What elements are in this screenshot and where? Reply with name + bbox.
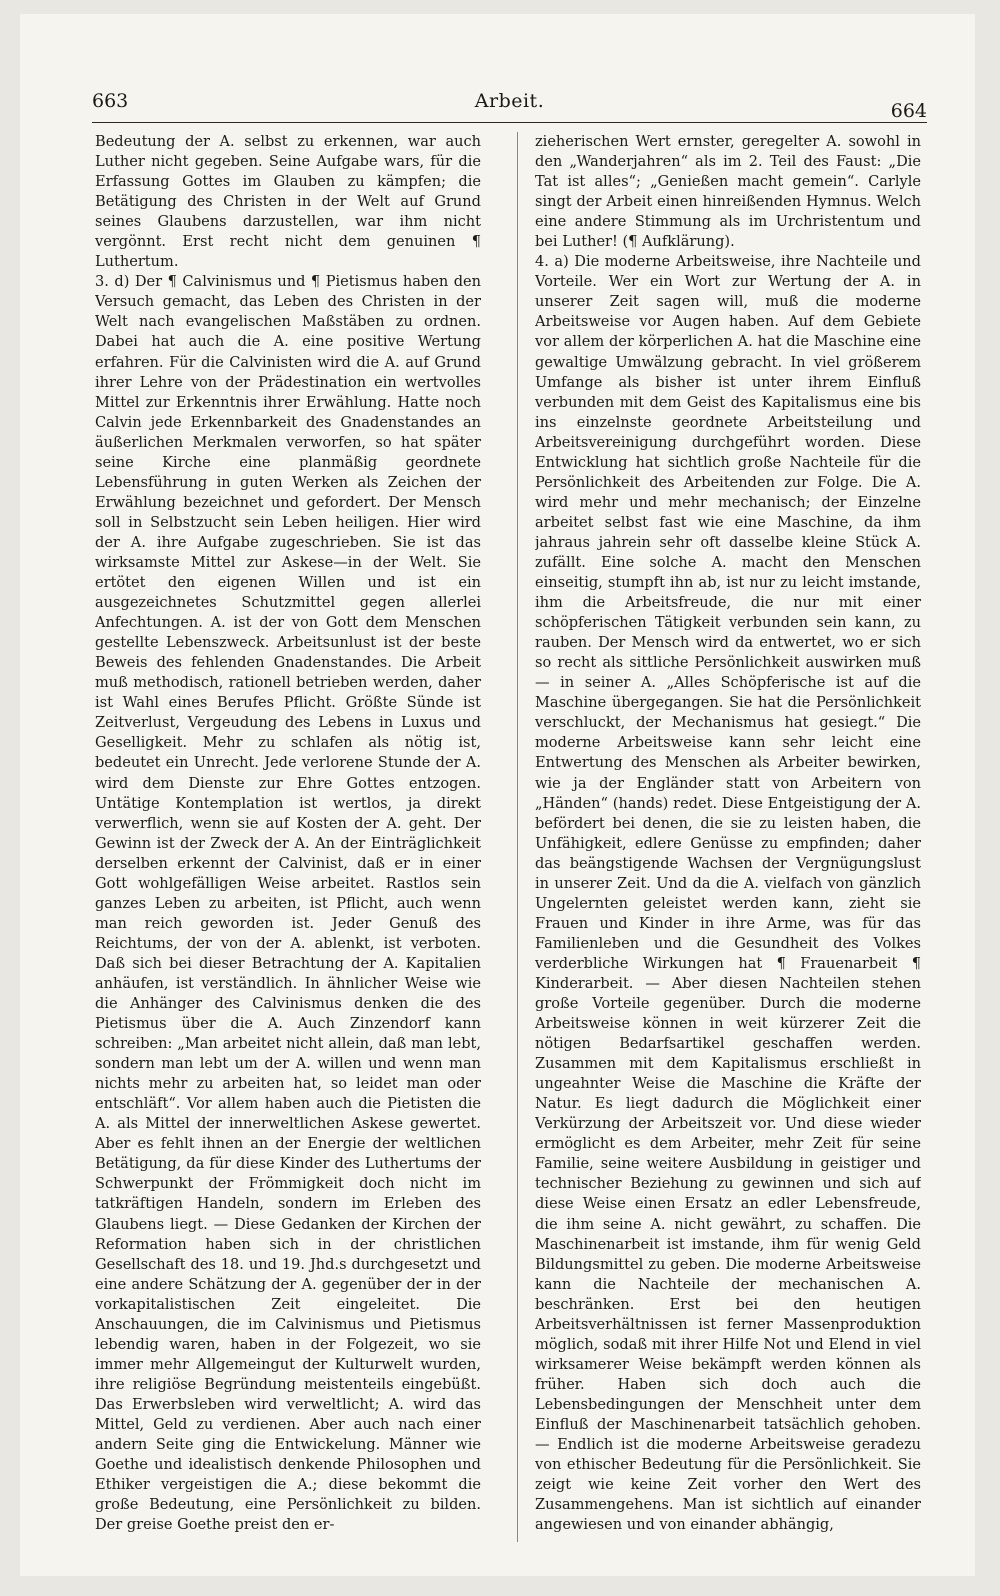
- paragraph: 4. a) Die moderne Arbeitsweise, ihre Nachteile und Vorteile. Wer ein Wort zur Wertung der A. in unserer Zeit sagen will, muß die moderne Arbeitsweise vor Augen haben. Auf dem Gebiete vor allem der körperlichen A. hat die Maschine eine gewaltige Umwälzung gebracht. In viel größerem Umfange als bisher ist unter ihrem Einfluß verbunden mit dem Geist des Kapitalismus eine bis ins einzelnste geordnete Arbeitsteilung und Arbeitsvereinigung durchgeführt worden. Diese Entwicklung hat sichtlich große Nachteile für die Persönlichkeit des Arbeitenden zur Folge. Die A. wird mehr und mehr mechanisch; der Einzelne arbeitet selbst fast wie eine Maschine, da ihm jahraus jahrein sehr oft dasselbe kleine Stück A. zufällt. Eine solche A. macht den Menschen einseitig, stumpft ihn ab, ist nur zu leicht imstande, ihm die Arbeitsfreude, die nur mit einer schöpferischen Tätigkeit verbunden sein kann, zu rauben. Der Mensch wird da entwertet, wo er sich so recht als sittliche Persönlichkeit auswirken muß — in seiner A. „Alles Schöpferische ist auf die Maschine übergegangen. Sie hat die Persönlichkeit verschluckt, der Mechanismus hat gesiegt.“ Die moderne Arbeitsweise kann sehr leicht eine Entwertung des Menschen als Arbeiter bewirken, wie ja der Engländer statt von Arbeitern von „Händen“ (hands) redet. Diese Entgeistigung der A. befördert bei denen, die sie zu leisten haben, die Unfähigkeit, edlere Genüsse zu empfinden; daher das beängstigende Wachsen der Vergnügungslust in unserer Zeit. Und da die A. vielfach von gänzlich Ungelernten geleistet werden kann, zieht sie Frauen und Kinder in ihre Arme, was für das Familienleben und die Gesundheit des Volkes verderbliche Wirkungen hat ¶ Frauenarbeit ¶ Kinderarbeit. — Aber diesen Nachteilen stehen große Vorteile gegenüber. Durch die moderne Arbeitsweise können in weit kürzerer Zeit die nötigen Bedarfsartikel geschaffen werden. Zusammen mit dem Kapitalismus erschließt in ungeahnter Weise die Maschine die Kräfte der Natur. Es liegt dadurch die Möglichkeit einer Verkürzung der Arbeitszeit vor. Und diese wieder ermöglicht es dem Arbeiter, mehr Zeit für seine Familie, seine weitere Ausbildung in geistiger und technischer Beziehung zu gewinnen und sich auf diese Weise einen Ersatz an edler Lebensfreude, die ihm seine A. nicht gewährt, zu schaffen. Die Maschinenarbeit ist imstande, ihm für wenig Geld Bildungsmittel zu geben. Die moderne Arbeitsweise kann die Nachteile der mechanischen A. beschränken. Erst bei den heutigen Arbeitsverhältnissen ist ferner Massenproduktion möglich, sodaß mit ihrer Hilfe Not und Elend in viel wirksamerer Weise bekämpft werden können als früher. Haben sich doch auch die Lebensbedingungen der Menschheit unter dem Einfluß der Maschinenarbeit tatsächlich gehoben. — Endlich ist die moderne Arbeitsweise geradezu von ethischer Bedeutung für die Persönlichkeit. Sie zeigt wie keine Zeit vorher den Wert des Zusammengehens. Man ist sichtlich auf einander angewiesen und von einander abhängig,: [535, 253, 921, 1534]
- column-divider: [517, 132, 518, 1542]
- paragraph: 3. d) Der ¶ Calvinismus und ¶ Pietismus haben den Versuch gemacht, das Leben des Christen in der Welt nach evangelischen Maßstäben zu ordnen. Dabei hat auch die A. eine positive Wertung erfahren. Für die Calvinisten wird die A. auf Grund ihrer Lehre von der Prädestination ein wertvolles Mittel zur Erkenntnis ihrer Erwählung. Hatte noch Calvin jede Erkennbarkeit des Gnadenstandes an äußerlichen Merkmalen verworfen, so hat später seine Kirche eine planmäßig geordnete Lebensführung in guten Werken als Zeichen der Erwählung bezeichnet und gefordert. Der Mensch soll in Selbstzucht sein Leben heiligen. Hier wird der A. ihre Aufgabe zugeschrieben. Sie ist das wirksamste Mittel zur Askese—in der Welt. Sie ertötet den eigenen Willen und ist ein ausgezeichnetes Schutzmittel gegen allerlei Anfechtungen. A. ist der von Gott dem Menschen gestellte Lebenszweck. Arbeitsunlust ist der beste Beweis des fehlenden Gnadenstandes. Die Arbeit muß methodisch, rationell betrieben werden, daher ist Wahl eines Berufes Pflicht. Größte Sünde ist Zeitverlust, Vergeudung des Lebens in Luxus und Geselligkeit. Mehr zu schlafen als nötig ist, bedeutet ein Unrecht. Jede verlorene Stunde der A. wird dem Dienste zur Ehre Gottes entzogen. Untätige Kontemplation ist wertlos, ja direkt verwerflich, wenn sie auf Kosten der A. geht. Der Gewinn ist der Zweck der A. An der Einträglichkeit derselben erkennt der Calvinist, daß er in einer Gott wohlgefälligen Weise arbeitet. Rastlos sein ganzes Leben zu arbeiten, ist Pflicht, auch wenn man reich geworden ist. Jeder Genuß des Reichtums, der von der A. ablenkt, ist verboten. Daß sich bei dieser Betrachtung der A. Kapitalien anhäufen, ist verständlich. In ähnlicher Weise wie die Anhänger des Calvinismus denken die des Pietismus über die A. Auch Zinzendorf kann schreiben: „Man arbeitet nicht allein, daß man lebt, sondern man lebt um der A. willen und wenn man nichts mehr zu arbeiten hat, so leidet man oder entschläft“. Vor allem haben auch die Pietisten die A. als Mittel der innerweltlichen Askese gewertet. Aber es fehlt ihnen an der Energie der weltlichen Betätigung, da für diese Kinder des Luthertums der Schwerpunkt der Frömmigkeit doch nicht im tatkräftigen Handeln, sondern im Erleben des Glaubens liegt. — Diese Gedanken der Kirchen der Reformation haben sich in der christlichen Gesellschaft des 18. und 19. Jhd.s durchgesetzt und eine andere Schätzung der A. gegenüber der in der vorkapitalistischen Zeit eingeleitet. Die Anschauungen, die im Calvinismus und Pietismus lebendig waren, haben in der Folgezeit, wo sie immer mehr Allgemeingut der Kulturwelt wurden, ihre religiöse Begründung meistenteils eingebüßt. Das Erwerbsleben wird verweltlicht; A. wird das Mittel, Geld zu verdienen. Aber auch nach einer andern Seite ging die Entwickelung. Männer wie Goethe und idealistisch denkende Philosophen und Ethiker vergeistigen die A.; diese bekommt die große Bedeutung, eine Persönlichkeit zu bilden. Der greise Goethe preist den er-: [95, 273, 481, 1534]
- paragraph: zieherischen Wert ernster, geregelter A. sowohl in den „Wanderjahren“ als im 2. Teil des Faust: „Die Tat ist alles“; „Genießen macht gemein“. Carlyle singt der Arbeit einen hinreißenden Hymnus. Welch eine andere Stimmung als im Urchristentum und bei Luther! (¶ Aufklärung).: [535, 133, 921, 251]
- text-column-right: [535, 132, 921, 1544]
- page-header: [92, 78, 927, 123]
- page-number-left: 663: [92, 90, 129, 112]
- running-title: Arbeit.: [474, 90, 545, 112]
- page-number-right: 664: [890, 100, 927, 122]
- text-column-left: [95, 132, 481, 1544]
- book-page: [20, 14, 975, 1576]
- paragraph: Bedeutung der A. selbst zu erkennen, war auch Luther nicht gegeben. Seine Aufgabe wars, für die Erfassung Gottes im Glauben zu kämpfen; die Betätigung des Christen in der Welt auf Grund seines Glaubens darzustellen, war ihm nicht vergönnt. Erst recht nicht dem genuinen ¶ Luthertum.: [95, 133, 481, 271]
